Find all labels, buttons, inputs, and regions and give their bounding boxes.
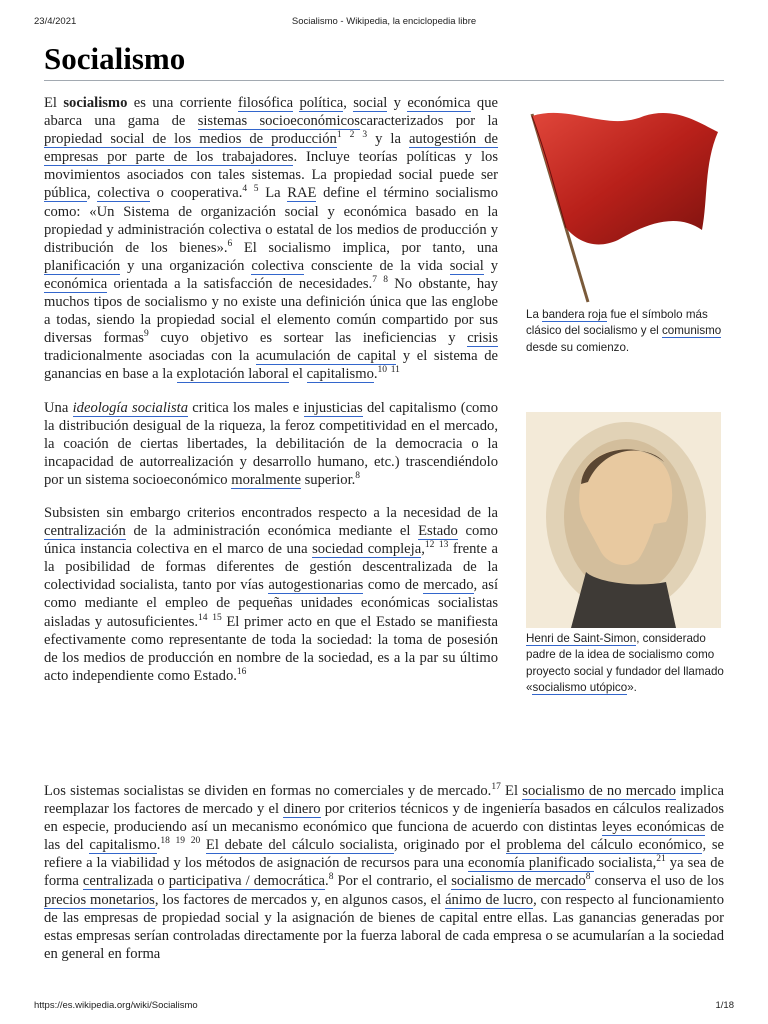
ref-4[interactable]: 4 [242,184,248,195]
text: y [387,95,408,111]
ref-12[interactable]: 12 [424,540,435,551]
link-acumulacion-de-capital[interactable]: acumulación de capital [255,348,397,365]
text: conserva el uso de los [590,873,725,890]
ref-15[interactable]: 15 [212,612,222,623]
ref-11[interactable]: 11 [390,365,400,376]
text: Los sistemas socialistas se dividen en formas no comerciales y de mercado. [44,783,492,799]
link-economica-2[interactable]: económica [44,275,108,292]
text: frente a la posibilidad de formas diferentes de gestión descentralizada de la colectividad socialista, tanto por vías [44,541,498,594]
text: superior. [300,471,356,488]
figure-caption [526,631,724,697]
ref-6[interactable]: 6 [227,238,233,249]
text: critica los males e [188,399,304,416]
text: , se refiere a la viabilidad y los métodos de asignación de recursos para una [44,837,724,872]
text: de las del [44,819,724,854]
link-participativa-democratica[interactable]: participativa / democrática [168,873,326,890]
text: desde su comienzo. [526,340,630,354]
ref-17[interactable]: 17 [491,782,501,793]
figure-caption [526,307,724,356]
link-economica[interactable]: económica [407,95,471,111]
link-injusticias[interactable]: injusticias [303,399,363,416]
portrait-icon [526,412,721,628]
text: y [483,257,498,274]
ref-10[interactable]: 10 [377,365,388,376]
text: de la administración económica mediante el [125,523,419,540]
text: , [343,95,354,111]
link-capitalismo[interactable]: capitalismo [89,837,157,854]
link-autogestion[interactable]: autogestión de empresas por parte de los trabajadores [44,131,498,166]
link-colectiva-2[interactable]: colectiva [251,257,305,274]
link-bandera-roja[interactable]: bandera roja [542,308,608,321]
text: , considerado padre de la idea de socialismo como proyecto social y fundador del llamado « [526,632,724,695]
link-explotacion-laboral[interactable]: explotación laboral [176,366,289,383]
lead-paragraph-2 [44,399,498,489]
print-date: 23/4/2021 [34,16,77,27]
text: Una [44,399,73,416]
lead-paragraph-1 [44,94,498,384]
ref-13[interactable]: 13 [438,540,449,551]
print-header [34,16,734,30]
page-url: https://es.wikipedia.org/wiki/Socialismo [34,1000,198,1011]
link-centralizada[interactable]: centralizada [82,873,154,890]
link-sistemas-socioeconomicos[interactable]: sistemas socioeconómicos [197,113,360,130]
text: orientada a la satisfacción de necesidades. [107,275,373,292]
ref-20[interactable]: 20 [190,836,201,847]
ref-8[interactable]: 8 [383,275,388,286]
link-rae[interactable]: RAE [287,185,317,202]
text: Por el contrario, el [333,873,452,890]
link-debate-calculo-socialista[interactable]: El debate del cálculo socialista [205,837,394,854]
link-problema-calculo-economico[interactable]: problema del cálculo económico [506,837,703,854]
red-flag-image[interactable] [526,104,721,304]
link-economia-planificada[interactable]: economía planificado [467,855,595,872]
print-footer [34,1000,734,1014]
text: como de [363,577,424,594]
italic-term: ideología socialista [72,399,188,416]
text: por criterios técnicos y de ingeniería basados en cálculos realizados en especie, produciendo así un mecanismo económico que funciona de acuerdo con distintas [44,801,724,836]
text: La [526,308,543,321]
ref-8[interactable]: 8 [328,872,334,883]
page-number: 1/18 [715,1000,734,1011]
text: o [153,873,169,890]
ref-2[interactable]: 2 [349,130,355,141]
text: , así como mediante el empleo de pequeñas unidades económicas socialistas aisladas y autosuficientes. [44,577,498,630]
text: como única instancia colectiva en el marco de una [44,523,498,558]
text: , [86,185,98,202]
link-propiedad-social[interactable]: propiedad social de los medios de producción [44,131,337,148]
text: implica reemplazar los factores de mercado y el [44,783,724,818]
saint-simon-portrait[interactable] [526,412,721,628]
link-ideologia-socialista[interactable] [73,400,188,417]
page-title: Socialismo [44,40,724,81]
text: que abarca una gama de [44,95,498,130]
text: . [156,837,161,854]
lead-section [44,94,498,700]
link-estado[interactable]: Estado [418,523,458,540]
ref-5[interactable]: 5 [253,184,259,195]
link-dinero[interactable]: dinero [283,801,321,818]
ref-3[interactable]: 3 [362,130,368,141]
text: El socialismo implica, por tanto, una [232,239,498,256]
link-socialismo-de-mercado[interactable]: socialismo de mercado [451,873,586,890]
text: . [373,366,378,383]
text: fue el símbolo más clásico del socialismo y el [526,308,708,338]
text: el [288,366,307,383]
link-henri-de-saint-simon[interactable]: Henri de Saint-Simon [526,632,637,645]
ref-8[interactable]: 8 [585,872,591,883]
text: , los factores de mercados y, en algunos casos, el [154,891,446,908]
link-politica[interactable]: política [299,95,344,111]
link-autogestionarias[interactable]: autogestionarias [268,577,364,594]
text: Subsisten sin embargo criterios encontrados respecto a la necesidad de la [44,504,498,521]
text: caracterizados por la [359,113,498,130]
link-social[interactable]: social [353,95,388,111]
bold-term: socialismo [63,95,128,111]
link-publica[interactable]: pública [44,185,87,202]
body-paragraph-1 [44,782,724,963]
ref-1[interactable]: 1 [336,130,342,141]
link-socialismo-utopico[interactable]: socialismo utópico [532,681,628,695]
text: tradicionalmente asociadas con la [44,348,256,365]
text: No obstante, hay muchos tipos de socialismo y no existe una definición única que las englobe a todas, siendo la propiedad social el elemento común compartido por sus diversas formas [44,275,498,347]
ref-18[interactable]: 18 [160,836,170,847]
text: y la [367,131,409,148]
text: El [500,783,523,799]
ref-14[interactable]: 14 [198,612,208,623]
text: , originado por el [394,837,507,854]
body-section [44,782,724,963]
link-socialismo-de-no-mercado[interactable]: socialismo de no mercado [522,783,676,799]
link-moralmente[interactable]: moralmente [231,471,301,488]
ref-8[interactable]: 8 [355,471,361,482]
link-social-2[interactable]: social [449,257,484,274]
text: El [44,95,64,111]
text: y una organización [120,257,252,274]
text: o cooperativa. [149,185,243,202]
print-page-title: Socialismo - Wikipedia, la enciclopedia libre [291,16,477,27]
text: socialista, [594,855,657,872]
link-centralizacion[interactable]: centralización [44,523,126,540]
ref-21[interactable]: 21 [656,854,666,865]
text: ya sea de forma [44,855,724,890]
link-animo-de-lucro[interactable]: ánimo de lucro [445,891,534,908]
link-precios-monetarios[interactable]: precios monetarios [44,891,155,908]
link-mercado[interactable]: mercado [423,577,474,594]
link-filosofica[interactable]: filosófica [237,95,294,111]
text: y el sistema de ganancias en base a la [44,348,498,383]
link-colectiva[interactable]: colectiva [97,185,150,202]
text: , con respecto al funcionamiento de las empresas de propiedad social y la asignación de bienes de capital entre ellas. Las ganancias generadas por estas empresas serían controladas directamente por la fuerza laboral de cada empresa o se acumularían a la sociedad en general en forma [44,891,724,962]
text: define el término socialismo como: «Un Sistema de organización social y económica basado en la propiedad y administración colectiva o estatal de los medios de producción y distribución de los bienes». [44,185,498,256]
text: La [258,185,288,202]
figure-saint-simon [526,412,724,697]
text: del capitalismo (como la distribución desigual de la riqueza, la feroz competitividad en el mercado, la coación de ciertas libertades, la debilitación de la democracia o la incapacidad de autorrealización y desarrollo humano, etc.) trascendiéndolo por un sistema socioeconómico [44,399,498,488]
link-planificacion[interactable]: planificación [44,257,121,274]
text: El primer acto en que el Estado se manifiesta efectivamente como representante de toda la sociedad: la toma de posesión de los medios de producción en nombre de la sociedad, es a la par su último acto independiente como Estado. [44,613,498,684]
ref-9[interactable]: 9 [144,329,149,340]
link-comunismo[interactable]: comunismo [661,324,722,338]
text: ». [627,681,637,695]
text: consciente de la vida [304,257,450,274]
text: cuyo objetivo es sortear las ineficiencias y [148,330,468,347]
lead-paragraph-3 [44,504,498,685]
text: . [325,873,329,890]
link-sociedad-compleja[interactable]: sociedad compleja [312,541,422,558]
link-crisis[interactable]: crisis [467,330,498,347]
ref-19[interactable]: 19 [175,836,186,847]
ref-16[interactable]: 16 [236,666,247,677]
text: es una corriente [127,95,238,111]
text: , [421,541,425,558]
red-flag-icon [526,104,721,304]
link-leyes-economicas[interactable]: leyes económicas [601,819,706,836]
text: . Incluye teorías políticas y los movimientos asociados con tales sistemas. La propiedad social puede ser [44,149,499,184]
ref-7[interactable]: 7 [372,275,377,286]
link-capitalismo[interactable]: capitalismo [306,366,374,383]
figure-red-flag [526,104,724,356]
